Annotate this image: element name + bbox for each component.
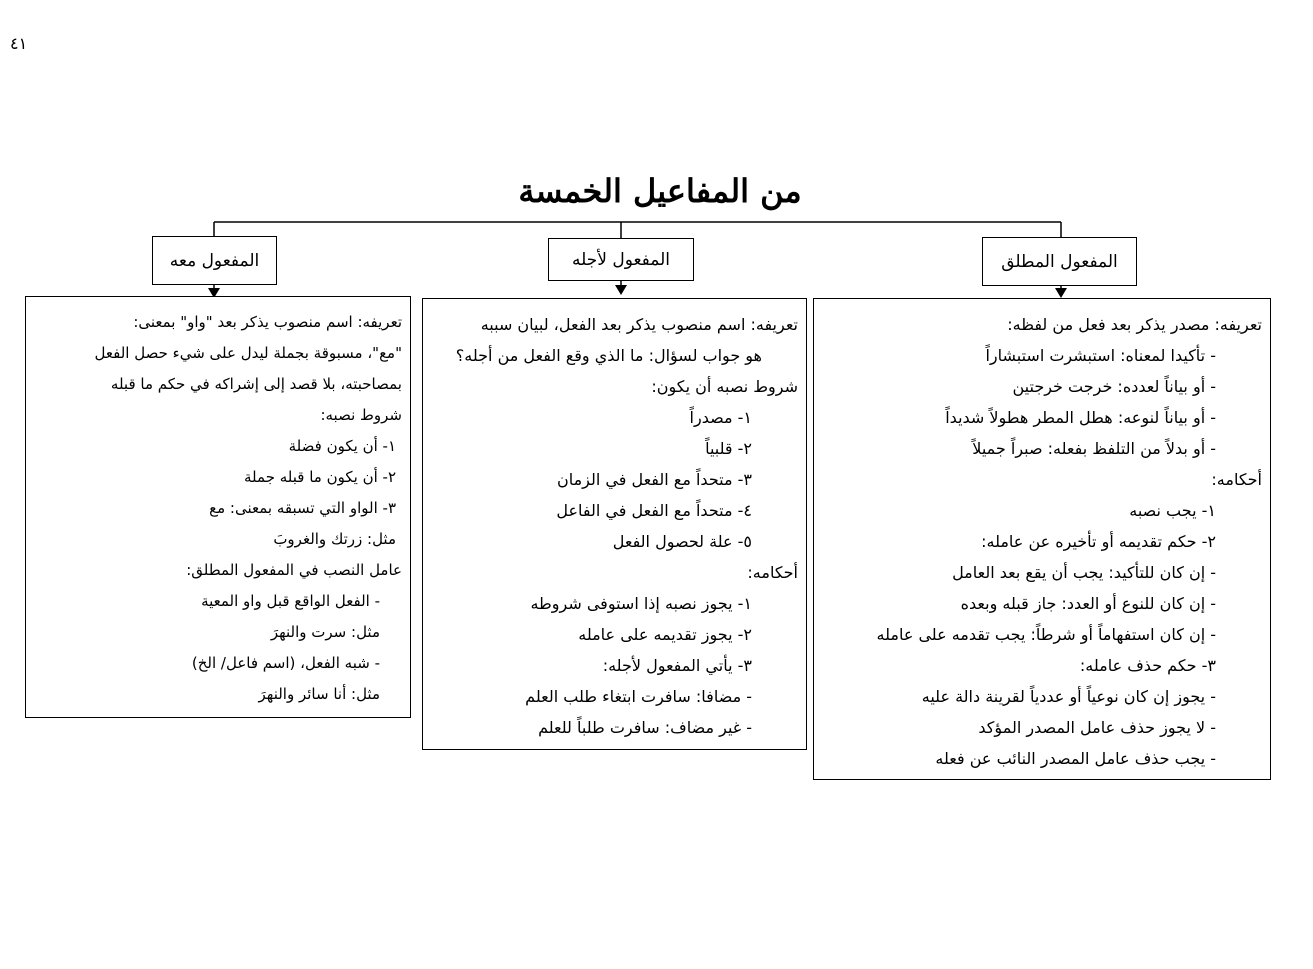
- text-line: عامل النصب في المفعول المطلق:: [186, 561, 402, 579]
- text-line: هو جواب لسؤال: ما الذي وقع الفعل من أجله؟: [455, 346, 762, 365]
- text-line: - إن كان استفهاماً أو شرطاً: يجب تقدمه على عامله: [876, 625, 1216, 644]
- page-title: من المفاعيل الخمسة: [518, 172, 802, 210]
- text-line: - شبه الفعل، (اسم فاعل/ الخ): [191, 654, 380, 672]
- content-box-mutlaq: [813, 298, 1271, 780]
- text-line: ١- يجب نصبه: [1129, 501, 1216, 520]
- text-line: - غير مضاف: سافرت طلباً للعلم: [538, 718, 752, 737]
- text-line: ٢- حكم تقديمه أو تأخيره عن عامله:: [981, 532, 1216, 551]
- text-line: - يجوز إن كان نوعياً أو عددياً لقرينة دالة عليه: [921, 687, 1216, 706]
- text-line: أحكامه:: [747, 563, 798, 582]
- page-number: ٤١: [10, 34, 28, 53]
- label-box-mutlaq: [982, 237, 1137, 286]
- text-line: - إن كان للتأكيد: يجب أن يقع بعد العامل: [952, 563, 1216, 582]
- text-line: تعريفه: اسم منصوب يذكر بعد الفعل، لبيان سببه: [480, 315, 798, 334]
- text-line: - إن كان للنوع أو العدد: جاز قبله وبعده: [960, 594, 1216, 613]
- text-line: مثل: زرتك والغروبَ: [273, 530, 396, 548]
- text-line: أحكامه:: [1211, 470, 1262, 489]
- label-mutlaq: المفعول المطلق: [1001, 251, 1118, 272]
- text-line: - أو بياناً لنوعه: هطل المطر هطولاً شديداً: [945, 408, 1216, 427]
- arrow-down-icon: [615, 285, 627, 295]
- text-line: ٣- يأتي المفعول لأجله:: [602, 656, 752, 675]
- text-line: - أو بدلاً من التلفظ بفعله: صبراً جميلاً: [972, 439, 1216, 458]
- text-line: ٢- قلبياً: [705, 439, 752, 458]
- text-line: - مضافا: سافرت ابتغاء طلب العلم: [525, 687, 752, 706]
- text-line: شروط نصبه:: [320, 406, 402, 424]
- text-line: تعريفه: مصدر يذكر بعد فعل من لفظه:: [1007, 315, 1262, 334]
- arrow-down-icon: [1055, 288, 1067, 298]
- text-line: ٣- الواو التي تسبقه بمعنى: مع: [209, 499, 396, 517]
- text-line: - تأكيدا لمعناه: استبشرت استبشاراً: [985, 346, 1216, 365]
- text-line: ٣- حكم حذف عامله:: [1079, 656, 1216, 675]
- text-line: شروط نصبه أن يكون:: [651, 377, 798, 396]
- label-maahu: المفعول معه: [169, 250, 260, 271]
- text-line: تعريفه: اسم منصوب يذكر بعد "واو" بمعنى:: [133, 313, 402, 331]
- text-line: ٢- أن يكون ما قبله جملة: [244, 468, 396, 486]
- text-line: ١- مصدراً: [689, 408, 752, 427]
- text-line: - لا يجوز حذف عامل المصدر المؤكد: [978, 718, 1216, 737]
- text-line: ٤- متحداً مع الفعل في الفاعل: [556, 501, 752, 520]
- text-line: - يجب حذف عامل المصدر النائب عن فعله: [935, 749, 1216, 768]
- text-line: - أو بياناً لعدده: خرجت خرجتين: [1012, 377, 1216, 396]
- text-line: "مع"، مسبوقة بجملة ليدل على شيء حصل الفعل: [94, 344, 402, 362]
- text-line: ٣- متحداً مع الفعل في الزمان: [556, 470, 752, 489]
- content-box-liajlih: [422, 298, 807, 750]
- text-line: بمصاحبته، بلا قصد إلى إشراكه في حكم ما قبله: [110, 375, 402, 393]
- label-box-liajlih: [548, 238, 694, 281]
- label-box-maahu: [152, 236, 277, 285]
- label-liajlih: المفعول لأجله: [572, 249, 671, 270]
- text-line: مثل: سرت والنهرَ: [270, 623, 380, 641]
- text-line: مثل: أنا سائر والنهرَ: [258, 685, 380, 703]
- content-box-maahu: [25, 296, 411, 718]
- text-line: ٥- علة لحصول الفعل: [612, 532, 752, 551]
- text-line: ٢- يجوز تقديمه على عامله: [578, 625, 752, 644]
- text-line: ١- يجوز نصبه إذا استوفى شروطه: [530, 594, 752, 613]
- text-line: - الفعل الواقع قبل واو المعية: [201, 592, 380, 610]
- text-line: ١- أن يكون فضلة: [288, 437, 396, 455]
